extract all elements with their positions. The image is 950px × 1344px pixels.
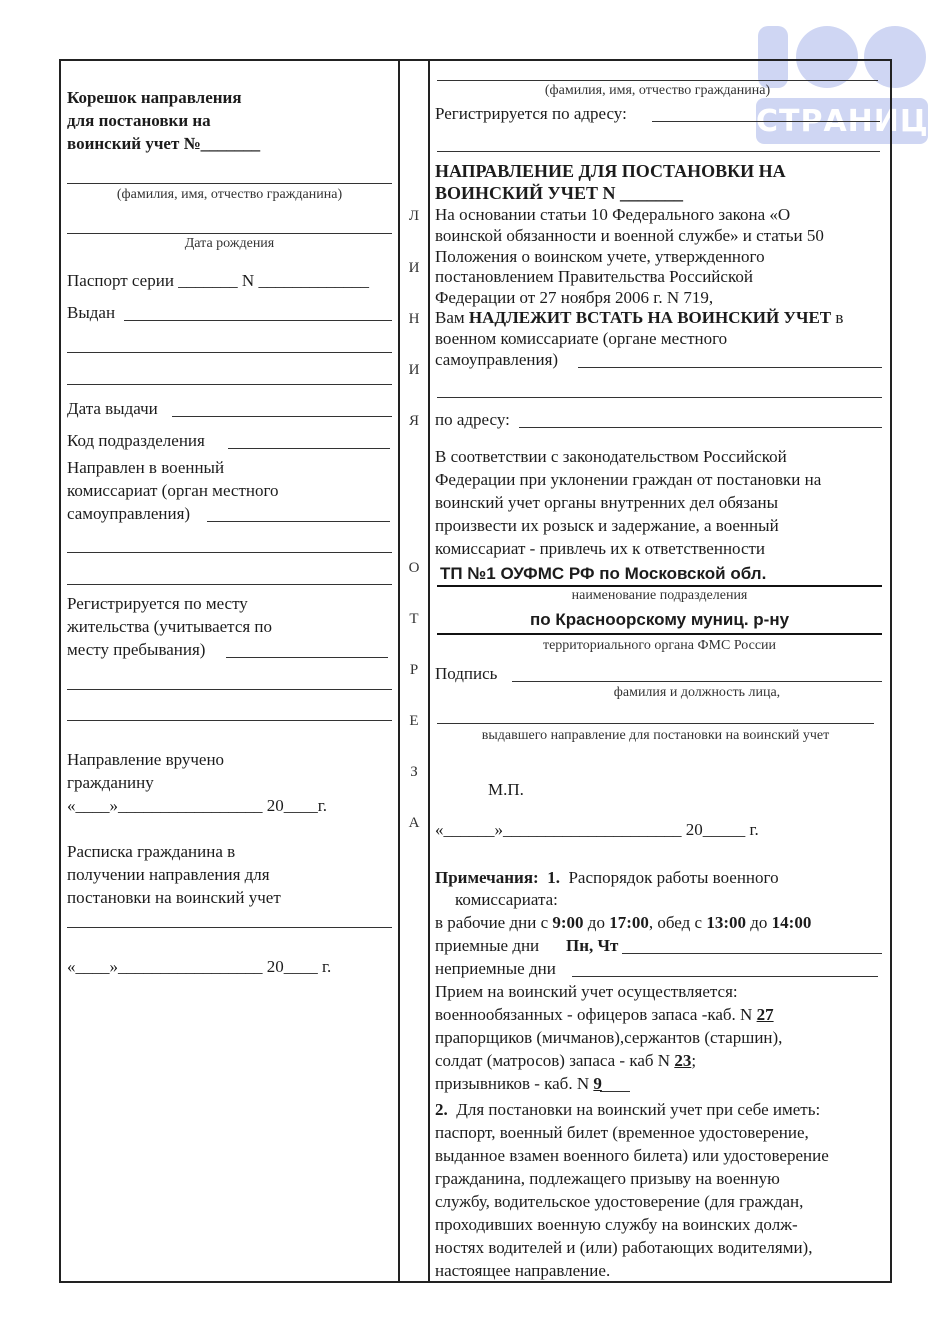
cutline-letter: О xyxy=(408,560,420,576)
note2-line-3: выданное взамен военного билета) или удостоверение xyxy=(435,1146,829,1165)
conscripts-line: призывников - каб. N 9 xyxy=(435,1074,602,1093)
stub-unit-code-line[interactable] xyxy=(228,448,390,449)
cutline-letter: Е xyxy=(409,713,419,729)
cutline-letter: И xyxy=(408,260,420,276)
watermark-word: СТРАНИЦ xyxy=(756,104,929,139)
official-caption: фамилия и должность лица, xyxy=(613,685,781,700)
stub-reg-line-2[interactable] xyxy=(67,689,392,690)
stub-issue-date-line[interactable] xyxy=(172,416,392,417)
stub-sent-2: комиссариат (орган местного xyxy=(67,481,279,500)
stub-reg-line-3[interactable] xyxy=(67,720,392,721)
main-registered-line[interactable] xyxy=(652,121,880,122)
note2-line-1: 2. Для постановки на воинский учет при себе иметь: xyxy=(435,1100,821,1119)
main-body-3: Положения о воинском учете, утвержденного xyxy=(435,247,765,266)
officers-line: военнообязанных - офицеров запаса -каб. N 27 xyxy=(435,1005,774,1024)
fms-territorial-value[interactable]: по Красноорскому муниц. р-ну xyxy=(529,610,790,629)
stub-sent-line-2[interactable] xyxy=(67,552,392,553)
cutline-letter: Я xyxy=(408,413,419,429)
stub-receipt-line[interactable] xyxy=(67,927,392,928)
main-commissariat-2: самоуправления) xyxy=(435,350,559,369)
main-body-1: На основании статьи 10 Федерального закона «О xyxy=(435,205,791,224)
fms-territorial-caption: территориального органа ФМС России xyxy=(542,638,777,653)
main-fio-caption: (фамилия, имя, отчество гражданина) xyxy=(544,83,771,98)
main-commissariat-line[interactable] xyxy=(578,367,882,368)
main-body-4: постановлением Правительства Российской xyxy=(435,267,753,286)
stub-dob-caption: Дата рождения xyxy=(184,236,275,251)
note2-line-8: настоящее направление. xyxy=(435,1261,611,1280)
cutline-letter: Л xyxy=(408,208,420,224)
stub-title-1: Корешок направления xyxy=(67,88,242,107)
fms-unit-caption: наименование подразделения xyxy=(571,588,748,603)
signature-label: Подпись xyxy=(435,664,498,683)
main-registered-label: Регистрируется по адресу: xyxy=(435,104,627,123)
stub-title-3: воинский учет №_______ xyxy=(67,134,261,153)
note2-line-2: паспорт, военный билет (временное удостоверение, xyxy=(435,1123,809,1142)
note2-line-4: гражданина, подлежащего призыву на военную xyxy=(435,1169,780,1188)
stub-issued-line-2[interactable] xyxy=(67,352,392,353)
main-date-line: «______»_____________________ 20_____ г. xyxy=(435,820,759,839)
stub-sent-line-3[interactable] xyxy=(67,584,392,585)
official-line[interactable] xyxy=(437,723,874,724)
note2-line-5: службу, водительское удостоверение (для граждан, xyxy=(435,1192,804,1211)
main-registered-line-2[interactable] xyxy=(437,151,880,152)
main-law-3: воинский учет органы внутренних дел обязаны xyxy=(435,493,779,512)
stub-handed-1: Направление вручено xyxy=(67,750,225,769)
closed-days-label: неприемные дни xyxy=(435,959,556,978)
stub-reg-3: месту пребывания) xyxy=(67,640,206,659)
main-fio-line[interactable] xyxy=(437,80,878,81)
closed-days-line[interactable] xyxy=(572,976,878,977)
cutline-letter: З xyxy=(410,764,418,780)
stub-reg-2: жительства (учитывается по xyxy=(67,617,273,636)
main-law-2: Федерации при уклонении граждан от постановки на xyxy=(435,470,822,489)
main-heading-2: ВОИНСКИЙ УЧЕТ N _______ xyxy=(435,183,683,203)
stub-reg-1: Регистрируется по месту xyxy=(67,594,248,613)
stub-date-2: «____»_________________ 20____ г. xyxy=(67,957,332,976)
main-heading-1: НАПРАВЛЕНИЕ ДЛЯ ПОСТАНОВКИ НА xyxy=(435,161,786,181)
cutline-letter: Т xyxy=(409,611,419,627)
stub-handed-2: гражданину xyxy=(67,773,154,792)
stub-sent-3: самоуправления) xyxy=(67,504,191,523)
stub-issued-line[interactable] xyxy=(124,320,392,321)
stub-date-1: «____»_________________ 20____г. xyxy=(67,796,328,815)
cutline-letter: Р xyxy=(409,662,419,678)
stub-fio-line[interactable] xyxy=(67,183,392,184)
stub-fio-caption: (фамилия, имя, отчество гражданина) xyxy=(116,187,343,202)
stub-sent-line[interactable] xyxy=(207,521,390,522)
stub-issue-date-label: Дата выдачи xyxy=(67,399,158,418)
note1-line: Примечания: 1. Распорядок работы военного xyxy=(435,868,779,887)
stub-title-2: для постановки на xyxy=(67,111,211,130)
main-address-line[interactable] xyxy=(519,427,882,428)
reception-line xyxy=(622,953,882,954)
main-law-5: комиссариат - привлечь их к ответственности xyxy=(435,539,766,558)
cutline-letter: А xyxy=(408,815,420,831)
stub-receipt-2: получении направления для xyxy=(67,865,270,884)
stub-unit-code-label: Код подразделения xyxy=(67,431,205,450)
stub-receipt-1: Расписка гражданина в xyxy=(67,842,236,861)
stub-sent-1: Направлен в военный xyxy=(67,458,225,477)
stamp-label: М.П. xyxy=(488,780,524,799)
main-must-line: Вам НАДЛЕЖИТ ВСТАТЬ НА ВОИНСКИЙ УЧЕТ в xyxy=(435,308,844,327)
fms-territorial-line xyxy=(437,633,882,635)
main-address-label: по адресу: xyxy=(435,410,510,429)
main-body-5: Федерации от 27 ноября 2006 г. N 719, xyxy=(435,288,714,307)
stub-receipt-3: постановки на воинский учет xyxy=(67,888,281,907)
stub-reg-line[interactable] xyxy=(226,657,388,658)
note2-line-7: ностях водителей и (или) работающих водителями), xyxy=(435,1238,813,1257)
ensigns-line: прапорщиков (мичманов),сержантов (старшин), xyxy=(435,1028,783,1047)
signature-line[interactable] xyxy=(512,681,882,682)
issuer-caption: выдавшего направление для постановки на воинский учет xyxy=(481,728,830,743)
cutline-letter: Н xyxy=(408,311,420,327)
stub-dob-line[interactable] xyxy=(67,233,392,234)
conscripts-room-line xyxy=(600,1091,630,1092)
note2-line-6: проходивших военную службу на воинских долж- xyxy=(435,1215,798,1234)
main-body-2: воинской обязанности и военной службе» и статьи 50 xyxy=(435,226,824,245)
main-divider xyxy=(428,59,430,1283)
main-commissariat-line-2[interactable] xyxy=(437,397,882,398)
stub-issued-label: Выдан xyxy=(67,303,116,322)
main-commissariat-1: военном комиссариате (органе местного xyxy=(435,329,728,348)
reception-days-value[interactable]: Пн, Чт xyxy=(566,936,619,955)
fms-unit-value[interactable]: ТП №1 ОУФМС РФ по Московской обл. xyxy=(440,564,767,583)
main-law-4: произвести их розыск и задержание, а военный xyxy=(435,516,779,535)
note1-line-2: комиссариата: xyxy=(455,890,558,909)
must-register-bold: НАДЛЕЖИТ ВСТАТЬ НА ВОИНСКИЙ УЧЕТ xyxy=(468,308,832,327)
stub-divider xyxy=(398,59,400,1283)
main-law-1: В соответствии с законодательством Российской xyxy=(435,447,787,466)
workdays-line: в рабочие дни с 9:00 до 17:00, обед с 13:00 до 14:00 xyxy=(435,913,812,932)
reg-intro: Прием на воинский учет осуществляется: xyxy=(435,982,738,1001)
stub-passport: Паспорт серии _______ N _____________ xyxy=(67,271,369,290)
reception-label: приемные дни xyxy=(435,936,540,955)
stub-issued-line-3[interactable] xyxy=(67,384,392,385)
cutline-letter: И xyxy=(408,362,420,378)
soldiers-line: солдат (матросов) запаса - каб N 23; xyxy=(435,1051,697,1070)
